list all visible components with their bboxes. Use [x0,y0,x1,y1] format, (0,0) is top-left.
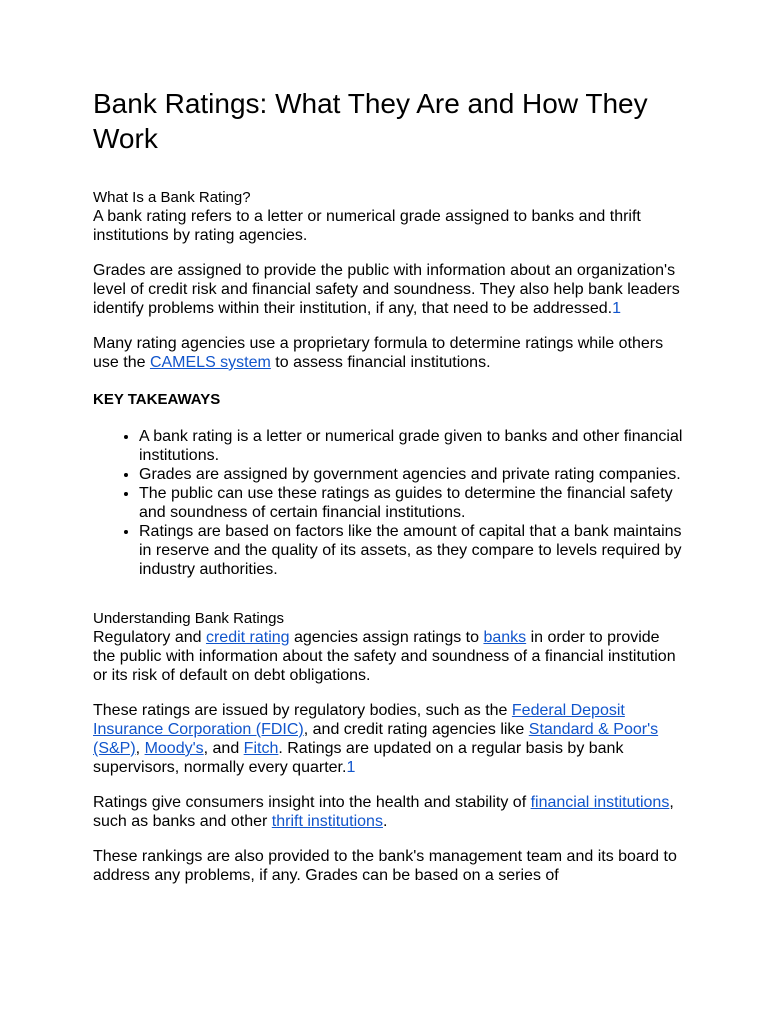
text-run: to assess financial institutions. [270,354,491,371]
key-takeaways-list [93,427,683,579]
link-financial-institutions[interactable]: financial institutions [530,794,670,811]
text-run: Many rating agencies use a proprietary formula to determine ratings while others use the [93,335,664,371]
article-body [93,86,683,885]
footnote-ref[interactable]: 1 [346,759,356,776]
paragraph-definition: A bank rating refers to a letter or numerical grade assigned to banks and thrift institutions by rating agencies. [93,208,641,244]
link-camels-system[interactable]: CAMELS system [149,354,271,371]
text-run: Regulatory and [93,629,206,646]
paragraph-issuers [93,701,683,777]
text-run: in order to provide the public with information about the safety and soundness of a financial institution or its risk of default on debt obligations. [93,629,676,684]
key-takeaways-heading: KEY TAKEAWAYS [93,391,221,408]
link-fitch[interactable]: Fitch [243,740,279,757]
paragraph-rankings: These rankings are also provided to the bank's management team and its board to address any problems, if any. Grades can be based on a series of [93,848,677,884]
paragraph-regulatory [93,628,683,685]
list-item: • Ratings are based on factors like the amount of capital that a bank maintains in reserve and the quality of its assets, as they compare to levels required by industry authorities. [139,522,683,579]
link-sp[interactable]: Standard & Poor's (S&P) [93,721,659,757]
section-heading-understanding: Understanding Bank Ratings [93,610,284,627]
link-banks[interactable]: banks [483,629,527,646]
paragraph-insight [93,793,683,831]
text-run: Ratings give consumers insight into the health and stability of [93,794,531,811]
link-thrift-institutions[interactable]: thrift institutions [271,813,383,830]
list-item: • Grades are assigned by government agencies and private rating companies. [139,465,683,484]
text-run: agencies assign ratings to [289,629,484,646]
text-run: , [135,740,145,757]
list-item: • The public can use these ratings as guides to determine the financial safety and soundness of certain financial institutions. [139,484,683,522]
article-title: Bank Ratings: What They Are and How They Work [93,88,648,154]
text-run: These ratings are issued by regulatory bodies, such as the [93,702,512,719]
footnote-ref[interactable]: 1 [612,300,622,317]
text-run: , and credit rating agencies like [303,721,529,738]
section-heading-what-is: What Is a Bank Rating? [93,189,251,206]
paragraph-grades [93,261,683,318]
paragraph-grades-text: Grades are assigned to provide the public with information about an organization's level of credit risk and financial safety and soundness. They also help bank leaders identify problems within their institution, if any, that need to be addressed. [93,262,680,317]
list-item: • A bank rating is a letter or numerical grade given to banks and other financial institutions. [139,427,683,465]
link-credit-rating[interactable]: credit rating [205,629,290,646]
link-moodys[interactable]: Moody's [144,740,204,757]
text-run: , such as banks and other [93,794,674,830]
text-run: . [382,813,388,830]
link-fdic[interactable]: Federal Deposit Insurance Corporation (FDIC) [93,702,625,738]
text-run: , and [203,740,244,757]
text-run: . Ratings are updated on a regular basis by bank supervisors, normally every quarter. [93,740,624,776]
paragraph-agencies [93,334,683,372]
